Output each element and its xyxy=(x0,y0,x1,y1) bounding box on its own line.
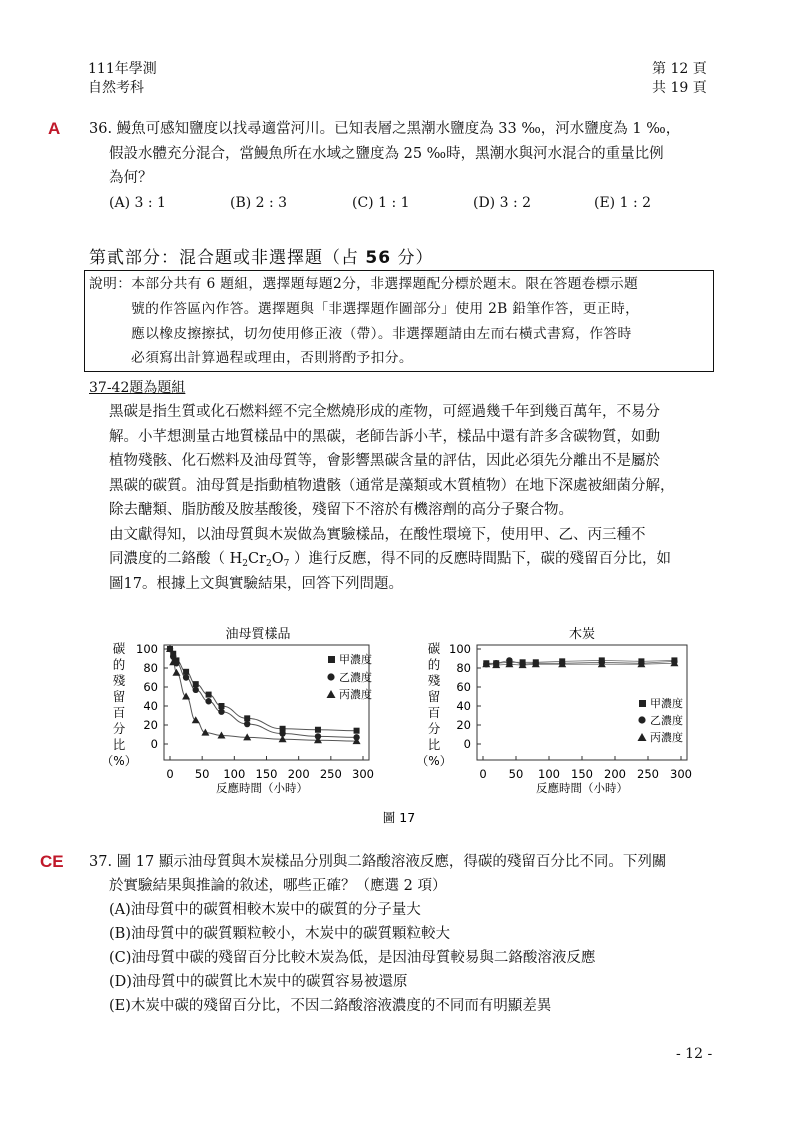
legend-circle-marker xyxy=(638,716,645,723)
q36-stem-line-3: 為何？ xyxy=(109,170,153,186)
x-tick-label-0: 0 xyxy=(166,767,174,781)
svg-text:的: 的 xyxy=(112,657,126,672)
svg-text:殘: 殘 xyxy=(112,673,126,688)
q37-option-e: (E)木炭中碳的殘留百分比，不因二鉻酸溶液濃度的不同而有明顯差異 xyxy=(109,998,552,1014)
q36-option-b: (B) 2 : 3 xyxy=(230,195,288,211)
charcoal-legend-series-2: 乙濃度 xyxy=(650,714,683,727)
series-1-point-6 xyxy=(218,703,224,709)
charcoal-ylabel xyxy=(416,641,451,768)
svg-text:（%）: （%） xyxy=(416,754,452,768)
x-tick-label-1: 50 xyxy=(508,767,524,781)
y-tick-label-0: 0 xyxy=(463,737,471,751)
q36-stem-line-2: 假設水體充分混合，當鰻魚所在水域之鹽度為 25 ‰時，黑潮水與河水混合的重量比例 xyxy=(109,146,664,162)
charcoal-chart xyxy=(416,626,692,795)
svg-text:殘: 殘 xyxy=(427,673,441,688)
x-tick-label-2: 100 xyxy=(538,767,560,781)
charcoal-chart-title: 木炭 xyxy=(568,627,596,642)
y-tick-label-4: 80 xyxy=(143,661,158,675)
instructions-line-2: 號的作答區內作答。選擇題與「非選擇題作圖部分」使用 2B 鉛筆作答，更正時， xyxy=(131,301,640,317)
svg-text:的: 的 xyxy=(427,657,441,672)
svg-text:碳: 碳 xyxy=(427,641,441,656)
legend-triangle-marker xyxy=(327,690,336,698)
instructions-line-3: 應以橡皮擦擦拭，切勿使用修正液（帶）。非選擇題請由左而右橫式書寫，作答時 xyxy=(131,326,632,342)
series-2-point-5 xyxy=(205,698,211,704)
header-exam-year: 111年學測 xyxy=(88,61,157,77)
x-tick-label-6: 300 xyxy=(670,767,692,781)
dichromic-acid-formula: $H_2Cr_2O_7$ xyxy=(229,551,290,569)
charcoal-xlabel: 反應時間（小時） xyxy=(536,781,628,795)
series-1-point-3 xyxy=(183,669,189,675)
kerogen-legend-series-1: 甲濃度 xyxy=(339,653,372,666)
series-2-point-3 xyxy=(183,674,189,680)
q36-option-d: (D) 3 : 2 xyxy=(473,195,532,211)
header-page-total: 共 19 頁 xyxy=(652,80,707,96)
y-tick-label-5: 100 xyxy=(136,642,158,656)
svg-text:比: 比 xyxy=(427,737,441,752)
series-line-3 xyxy=(486,663,674,665)
svg-text:比: 比 xyxy=(112,737,126,752)
q37-answer-mark: CE xyxy=(40,852,64,871)
y-tick-label-4: 80 xyxy=(456,661,471,675)
passage-1-line-2: 解。小芊想測量古地質樣品中的黑碳，老師告訴小芊，樣品中還有許多含碳物質，如動 xyxy=(109,429,660,445)
kerogen-xlabel: 反應時間（小時） xyxy=(216,781,308,795)
q37-option-b: (B)油母質中的碳質顆粒較小，木炭中的碳質顆粒較大 xyxy=(109,926,450,942)
instructions-line-1: 說明：本部分共有 6 題組，選擇題每題2分，非選擇題配分標於題末。限在答題卷標示題 xyxy=(89,276,639,292)
header-subject: 自然考科 xyxy=(88,80,144,96)
svg-text:（%）: （%） xyxy=(101,754,137,768)
svg-text:百: 百 xyxy=(427,705,441,720)
q37-stem-line-2: 於實驗結果與推論的敘述，哪些正確？（應選 2 項） xyxy=(109,878,447,894)
kerogen-legend xyxy=(327,652,373,701)
y-tick-label-5: 100 xyxy=(449,642,471,656)
svg-text:碳: 碳 xyxy=(112,641,126,656)
svg-text:留: 留 xyxy=(427,689,441,704)
question-group-label: 37-42題為題組 xyxy=(89,380,186,396)
legend-square-marker xyxy=(639,700,646,707)
x-tick-label-3: 150 xyxy=(571,767,593,781)
kerogen-chart xyxy=(101,626,374,795)
x-tick-label-6: 300 xyxy=(352,767,374,781)
series-2-point-7 xyxy=(244,721,250,727)
x-tick-label-1: 50 xyxy=(194,767,210,781)
y-tick-label-3: 60 xyxy=(143,680,158,694)
header-page-number: 第 12 頁 xyxy=(652,61,707,77)
svg-text:留: 留 xyxy=(112,689,126,704)
q36-option-a: (A) 3 : 1 xyxy=(109,195,166,211)
figure-17 xyxy=(0,615,800,830)
kerogen-chart-title: 油母質樣品 xyxy=(225,627,291,642)
x-tick-label-0: 0 xyxy=(479,767,487,781)
q36-option-c: (C) 1 : 1 xyxy=(352,195,410,211)
q37-option-c: (C)油母質中碳的殘留百分比較木炭為低，是因油母質較易與二鉻酸溶液反應 xyxy=(109,950,596,966)
passage-2-line-1: 由文獻得知，以油母質與木炭做為實驗樣品，在酸性環境下，使用甲、乙、丙三種不 xyxy=(109,527,646,543)
series-1-point-5 xyxy=(206,692,212,698)
series-1-point-7 xyxy=(244,715,250,721)
q37-option-d: (D)油母質中的碳質比木炭中的碳質容易被還原 xyxy=(109,974,408,990)
kerogen-legend-series-3: 丙濃度 xyxy=(339,688,372,701)
series-1-point-9 xyxy=(315,727,321,733)
passage-1-line-3: 植物殘骸、化石燃料及油母質等，會影響黑碳含量的評估，因此必須先分離出不是屬於 xyxy=(109,453,660,469)
kerogen-legend-series-2: 乙濃度 xyxy=(339,671,372,684)
legend-circle-marker xyxy=(327,673,334,680)
passage-1-line-4: 黑碳的碳質。油母質是指動植物遺骸（通常是藻類或木質植物）在地下深處被細菌分解， xyxy=(109,478,675,494)
passage-1-line-5: 除去醣類、脂肪酸及胺基酸後，殘留下不溶於有機溶劑的高分子聚合物。 xyxy=(109,502,573,518)
y-tick-label-1: 20 xyxy=(456,718,471,732)
series-2-point-4 xyxy=(193,687,199,693)
q36-stem-line-1: 36. 鰻魚可感知鹽度以找尋適當河川。已知表層之黑潮水鹽度為 33 ‰，河水鹽度為 1 ‰， xyxy=(89,121,681,137)
charcoal-legend-series-3: 丙濃度 xyxy=(650,731,683,744)
x-tick-label-2: 100 xyxy=(223,767,246,781)
charcoal-legend xyxy=(638,696,684,744)
series-1-point-10 xyxy=(354,728,360,734)
y-tick-label-2: 40 xyxy=(143,699,158,713)
part2-title: 第貳部分：混合題或非選擇題（占 56 分） xyxy=(89,248,434,268)
instructions-box xyxy=(84,270,714,372)
q37-option-a: (A)油母質中的碳質相較木炭中的碳質的分子量大 xyxy=(109,902,421,918)
q36-answer-mark: A xyxy=(48,119,61,138)
svg-text:分: 分 xyxy=(112,721,126,736)
passage-2-line-3: 圖17。根據上文與實驗結果，回答下列問題。 xyxy=(109,576,403,592)
svg-text:百: 百 xyxy=(112,705,126,720)
series-2-point-6 xyxy=(218,709,224,715)
y-tick-label-3: 60 xyxy=(456,680,471,694)
x-tick-label-5: 250 xyxy=(637,767,659,781)
x-tick-label-5: 250 xyxy=(319,767,342,781)
q37-stem-line-1: 37. 圖 17 顯示油母質與木炭樣品分別與二鉻酸溶液反應，得碳的殘留百分比不同。下列關 xyxy=(89,854,667,870)
charcoal-legend-series-1: 甲濃度 xyxy=(650,697,683,710)
series-1-point-4 xyxy=(193,681,199,687)
x-tick-label-4: 200 xyxy=(604,767,626,781)
y-tick-label-0: 0 xyxy=(150,737,158,751)
legend-square-marker xyxy=(328,656,335,663)
y-tick-label-2: 40 xyxy=(456,699,471,713)
x-tick-label-3: 150 xyxy=(255,767,278,781)
footer-page-number: - 12 - xyxy=(676,1046,713,1062)
kerogen-ylabel xyxy=(101,641,136,768)
y-tick-label-1: 20 xyxy=(143,718,158,732)
instructions-line-4: 必須寫出計算過程或理由，否則將酌予扣分。 xyxy=(131,350,413,366)
svg-text:分: 分 xyxy=(427,721,441,736)
x-tick-label-4: 200 xyxy=(287,767,310,781)
passage-2-line-2: 同濃度的二鉻酸（ $H_2Cr_2O_7$ ）進行反應，得不同的反應時間點下，碳的殘留百分比，如 xyxy=(109,551,671,569)
figure-caption: 圖 17 xyxy=(382,810,416,825)
passage-1-line-1: 黑碳是指生質或化石燃料經不完全燃燒形成的產物，可經過幾千年到幾百萬年，不易分 xyxy=(109,404,660,420)
q36-option-e: (E) 1 : 2 xyxy=(594,195,652,211)
legend-triangle-marker xyxy=(638,733,647,741)
series-3-point-2 xyxy=(172,669,180,676)
